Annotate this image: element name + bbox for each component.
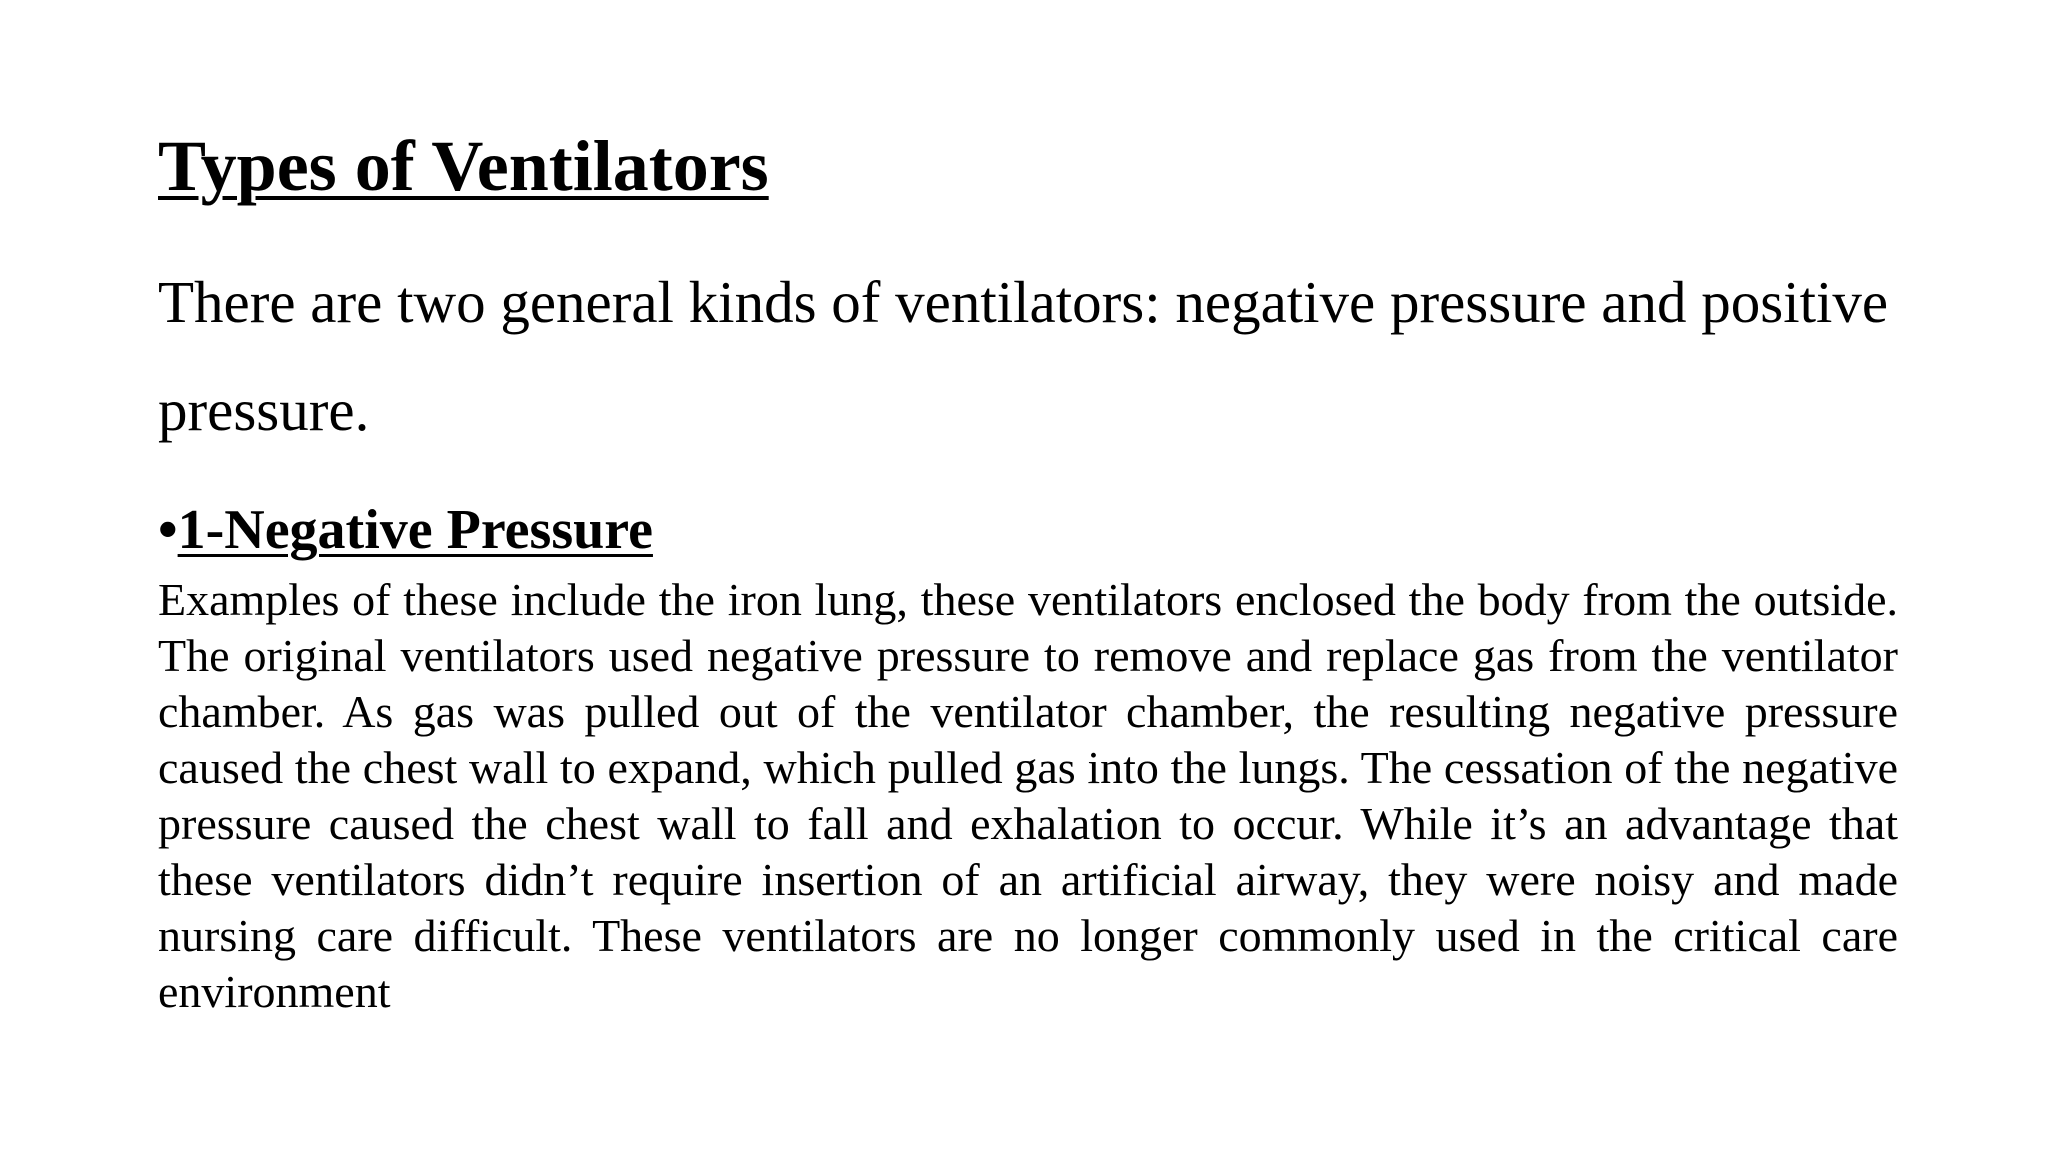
section-heading-label: 1-Negative Pressure xyxy=(177,499,653,561)
section-body-paragraph: Examples of these include the iron lung, these ventilators enclosed the body from the outside. The original ventilators used negative pressure to remove and replace gas from the ventilator chamber. As gas was pulled out of the ventilator chamber, the resulting negative pressure caused the chest wall to expand, which pulled gas into the lungs. The cessation of the negative pressure caused the chest wall to fall and exhalation to occur. While it’s an advantage that these ventilators didn’t require insertion of an artificial airway, they were noisy and made nursing care difficult. These ventilators are no longer commonly used in the critical care environment xyxy=(158,574,1898,1017)
bullet-icon: • xyxy=(158,499,178,561)
intro-paragraph: There are two general kinds of ventilators: negative pressure and positive pressure. xyxy=(158,269,1889,443)
slide-content xyxy=(158,118,1898,1020)
section-heading xyxy=(158,494,1898,566)
slide-title: Types of Ventilators xyxy=(158,126,769,206)
